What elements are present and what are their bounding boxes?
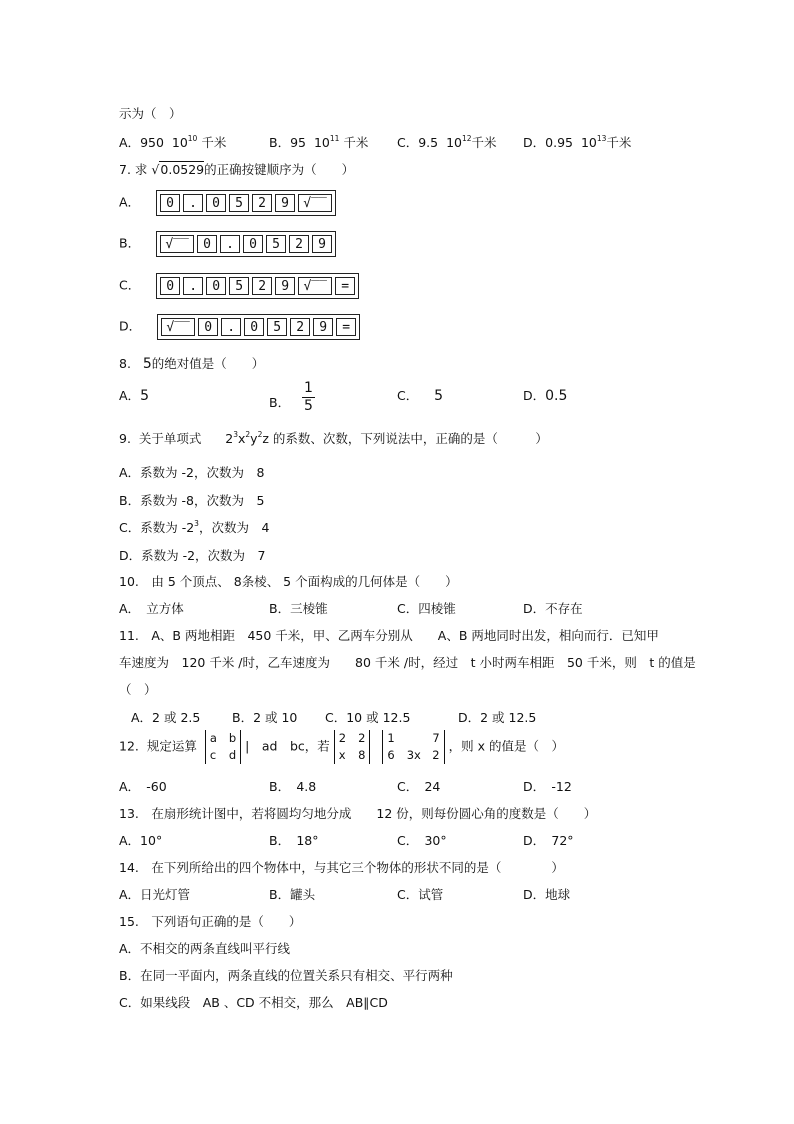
q6-stem-tail: 示为（ ） xyxy=(119,106,182,121)
q13-option-c: C． 30° xyxy=(397,833,447,848)
q12-option-b: B． 4.8 xyxy=(269,779,317,794)
q8-option-c: C． 5 xyxy=(397,388,444,404)
equals-key: = xyxy=(336,318,356,336)
q15-stem: 15. 下列语句正确的是（ ） xyxy=(119,914,302,929)
key-sequence-a: 0 . 0 5 2 9 √‾‾ xyxy=(156,190,336,216)
sqrt-key: √‾‾ xyxy=(161,318,195,336)
q7-option-c: C． 0 . 0 5 2 9 √‾‾ = xyxy=(119,273,359,299)
q12-option-a: A． -60 xyxy=(119,779,167,794)
q13-option-d: D． 72° xyxy=(523,833,574,848)
q9-option-a: A．系数为 -2，次数为 8 xyxy=(119,465,265,480)
fraction: $\frac{1}{5}$ xyxy=(304,380,313,414)
q14-stem: 14. 在下列所给出的四个物体中，与其它三个物体的形状不同的是（ ） xyxy=(119,860,564,875)
q12-option-c: C． 24 xyxy=(397,779,441,794)
sqrt-key: √‾‾ xyxy=(160,235,194,253)
q11-options xyxy=(131,708,691,728)
q8-option-a: A．5 xyxy=(119,388,149,404)
determinant-definition: a b c d xyxy=(205,730,241,764)
q10-option-a: A． 立方体 xyxy=(119,601,184,616)
q11-option-d: D．2 或 12.5 xyxy=(458,710,537,725)
q8-options xyxy=(119,380,679,416)
q10-option-c: C．四棱锥 xyxy=(397,601,456,616)
q6-options xyxy=(119,133,679,153)
q6-option-a: A．950 $10^{10}$ 千米 xyxy=(119,134,227,150)
q14-options xyxy=(119,885,679,905)
q14-option-a: A．日光灯管 xyxy=(119,887,191,902)
q11-stem-line2: 车速度为 120 千米 /时，乙车速度为 80 千米 /时，经过 t 小时两车相距 50 千米，则 t 的值是 xyxy=(119,655,696,670)
q7-option-d: D． √‾‾ 0 . 0 5 2 9 = xyxy=(119,314,360,340)
q12-options xyxy=(119,777,679,797)
q11-option-a: A．2 或 2.5 xyxy=(131,710,201,725)
q9-option-b: B．系数为 -8，次数为 5 xyxy=(119,493,265,508)
sqrt-key: √‾‾ xyxy=(298,277,332,295)
q10-option-d: D．不存在 xyxy=(523,601,583,616)
determinant-right: 1 7 6 3x 2 xyxy=(382,730,444,764)
q9-option-d: D．系数为 -2，次数为 7 xyxy=(119,548,266,563)
q8-stem: 8. 5的绝对值是（ ） xyxy=(119,356,265,372)
key-sequence-c: 0 . 0 5 2 9 √‾‾ = xyxy=(156,273,359,299)
determinant-left: 2 2 x 8 xyxy=(334,730,371,764)
q11-option-b: B．2 或 10 xyxy=(232,710,298,725)
q15-option-c: C．如果线段 AB 、CD 不相交，那么 AB∥CD xyxy=(119,995,388,1010)
q9-stem: 9. 关于单项式 $2^3x^2y^2z$ 的系数、次数，下列说法中，正确的是（ ） xyxy=(119,430,548,446)
q14-option-c: C．试管 xyxy=(397,887,444,902)
q12-option-d: D． -12 xyxy=(523,779,572,794)
q14-option-d: D．地球 xyxy=(523,887,571,902)
q7-option-a: A． 0 . 0 5 2 9 √‾‾ xyxy=(119,190,336,216)
q13-option-b: B． 18° xyxy=(269,833,319,848)
q8-option-b: B． $\frac{1}{5}$ xyxy=(269,380,313,414)
q9-option-c: C．系数为 $-2^3$，次数为 4 xyxy=(119,519,270,535)
q15-option-b: B．在同一平面内，两条直线的位置关系只有相交、平行两种 xyxy=(119,968,453,983)
key-sequence-d: √‾‾ 0 . 0 5 2 9 = xyxy=(157,314,360,340)
q10-options xyxy=(119,599,679,619)
q10-stem: 10. 由 5 个顶点、 8条棱、 5 个面构成的几何体是（ ） xyxy=(119,574,458,589)
q6-option-c: C．9.5 $10^{12}$千米 xyxy=(397,134,497,150)
q15-option-a: A．不相交的两条直线叫平行线 xyxy=(119,941,291,956)
key-sequence-b: √‾‾ 0 . 0 5 2 9 xyxy=(156,231,336,257)
q11-option-c: C．10 或 12.5 xyxy=(325,710,411,725)
q14-option-b: B．罐头 xyxy=(269,887,316,902)
q11-stem-line3: （ ） xyxy=(119,682,157,697)
q8-option-d: D．0.5 xyxy=(523,388,568,404)
q7-option-b: B． √‾‾ 0 . 0 5 2 9 xyxy=(119,231,336,257)
sqrt-key: √‾‾ xyxy=(298,194,332,212)
q7-stem: 7. 求 √0.0529的正确按键顺序为（ ） xyxy=(119,162,355,177)
q6-option-d: D．0.95 $10^{13}$千米 xyxy=(523,134,632,150)
q13-option-a: A．10° xyxy=(119,833,163,848)
q10-option-b: B．三棱锥 xyxy=(269,601,328,616)
q11-stem-line1: 11. A、B 两地相距 450 千米，甲、乙两车分别从 A、B 两地同时出发，相向而行．已知甲 xyxy=(119,628,659,643)
q13-options xyxy=(119,831,679,851)
q13-stem: 13. 在扇形统计图中，若将圆均匀地分成 12 份，则每份圆心角的度数是（ ） xyxy=(119,806,597,821)
equals-key: = xyxy=(335,277,355,295)
q6-option-b: B．95 $10^{11}$ 千米 xyxy=(269,134,369,150)
q12-stem: 12. 规定运算 a b c d | ad bc，若 2 2 x 8 1 7 6 3x 2 ，则 x 的值是（ ） xyxy=(119,731,564,762)
